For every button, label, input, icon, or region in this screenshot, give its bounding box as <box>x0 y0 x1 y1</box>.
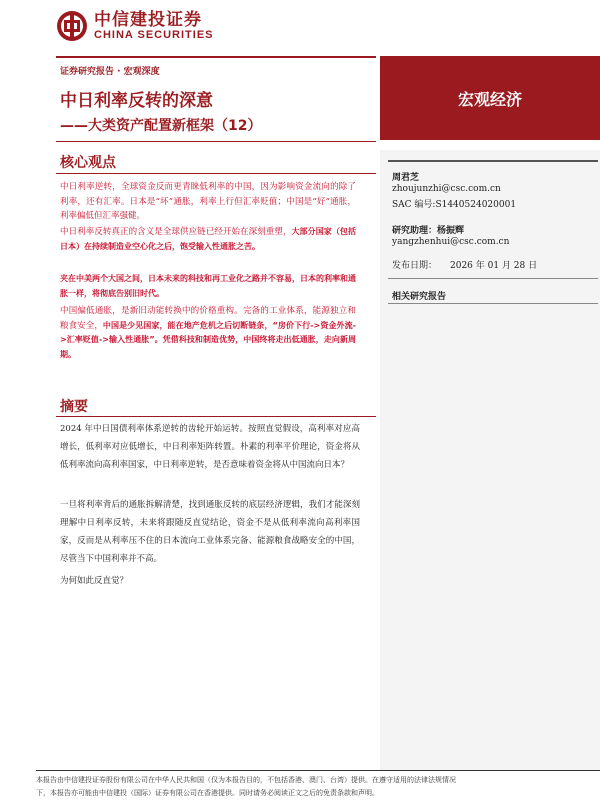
core-paragraph-4-emphasis: 中国是少见国家，能在地产危机之后切断链条，“房价下行->资金外流->汇率贬值->输入性通胀”。凭借科技和制造优势，中国终将走出低通胀，走向新周期。 <box>60 320 356 359</box>
core-paragraph-3: 夹在中美两个大国之间，日本未来的科技和再工业化之路并不容易，日本的利率和通胀一样，将彻底告别旧时代。 <box>60 274 356 298</box>
title-divider <box>56 141 376 142</box>
report-type-label: 证券研究报告 · 宏观深度 <box>60 67 160 77</box>
core-paragraph-2-normal: 中日利率反转真正的含义是全球供应链已经开始在深刻重塑， <box>60 227 292 237</box>
logo-chinese-name: 中信建投证券 <box>94 9 202 30</box>
related-reports-divider <box>388 303 598 304</box>
core-viewpoints-heading: 核心观点 <box>60 155 116 171</box>
sector-label: 宏观经济 <box>457 89 522 109</box>
publish-date-value: 2026 年 01 月 28 日 <box>450 261 538 271</box>
report-title: 中日利率反转的深意 <box>60 91 213 111</box>
disclaimer-line-1: 本报告由中信建投证券股份有限公司在中华人民共和国（仅为本报告目的，不包括香港、澳门、台湾）提供。在遵守适用的法律法规情况 <box>36 776 456 784</box>
core-paragraph-1: 中日利率逆转，全球资金反而更青睐低利率的中国，因为影响资金流向的除了利率，还有汇率。日本是“坏”通胀，利率上行但汇率贬值；中国是“好”通胀，利率偏低但汇率强健。 <box>60 182 356 221</box>
disclaimer-footer <box>36 774 600 800</box>
report-subtitle: ——大类资产配置新框架（12） <box>60 118 262 134</box>
analyst-name: 周君芝 <box>392 173 420 183</box>
related-reports-heading: 相关研究报告 <box>392 292 447 302</box>
research-assistant: 研究助理：杨振辉 <box>392 226 465 236</box>
summary-heading-divider <box>56 416 376 417</box>
core-heading-divider <box>56 173 376 174</box>
assistant-email[interactable]: yangzhenhui@csc.com.cn <box>392 237 510 247</box>
summary-paragraph-1: 2024 年中日国债利率体系逆转的齿轮开始运转。按照直觉假设，高利率对应高增长，低利率对应低增长，中日利率矩阵转置。朴素的利率平价理论，资金将从低利率流向高利率国家，中日利率逆转，是否意味着资金将从中国流向日本？ <box>60 424 360 470</box>
summary-paragraph-3: 为何如此反直觉？ <box>60 576 129 586</box>
core-paragraph-4 <box>60 304 356 362</box>
sidebar-divider <box>388 278 598 279</box>
footer-divider <box>36 770 600 771</box>
disclaimer-line-2: 下，本报告亦可能由中信建投（国际）证券有限公司在香港提供。同时请务必阅读正文之后的免责条款和声明。 <box>36 789 379 797</box>
summary-paragraph-2: 一旦将利率背后的通胀拆解清楚，找到通胀反转的底层经济逻辑，我们才能深刻理解中日利率反转，未来将跟随反直觉结论，资金不是从低利率流向高利率国家，反而是从利率压不住的日本流向工业体系完备、能源粮食战略安全的中国，尽管当下中国利率并不高。 <box>60 500 360 564</box>
analyst-sac-number: SAC 编号:S1440524020001 <box>392 200 517 210</box>
core-paragraph-4-normal: 中国偏低通胀，是新旧动能转换中的价格重构。完备的工业体系，能源独立和粮食安全， <box>60 306 356 331</box>
logo-english-name: CHINA SECURITIES <box>94 28 214 41</box>
core-paragraph-2 <box>60 225 356 254</box>
core-paragraph-2-emphasis: 大部分国家（包括日本）在持续制造业空心化之后，饱受输入性通胀之苦。 <box>60 227 356 251</box>
analyst-email[interactable]: zhoujunzhi@csc.com.cn <box>392 184 501 194</box>
header-divider <box>56 56 376 58</box>
logo-icon <box>56 10 88 42</box>
sidebar-top-divider <box>388 160 598 162</box>
company-logo <box>56 10 214 42</box>
sector-banner <box>380 56 600 140</box>
summary-heading: 摘要 <box>60 399 88 415</box>
publish-date-label: 发布日期： <box>392 261 438 271</box>
